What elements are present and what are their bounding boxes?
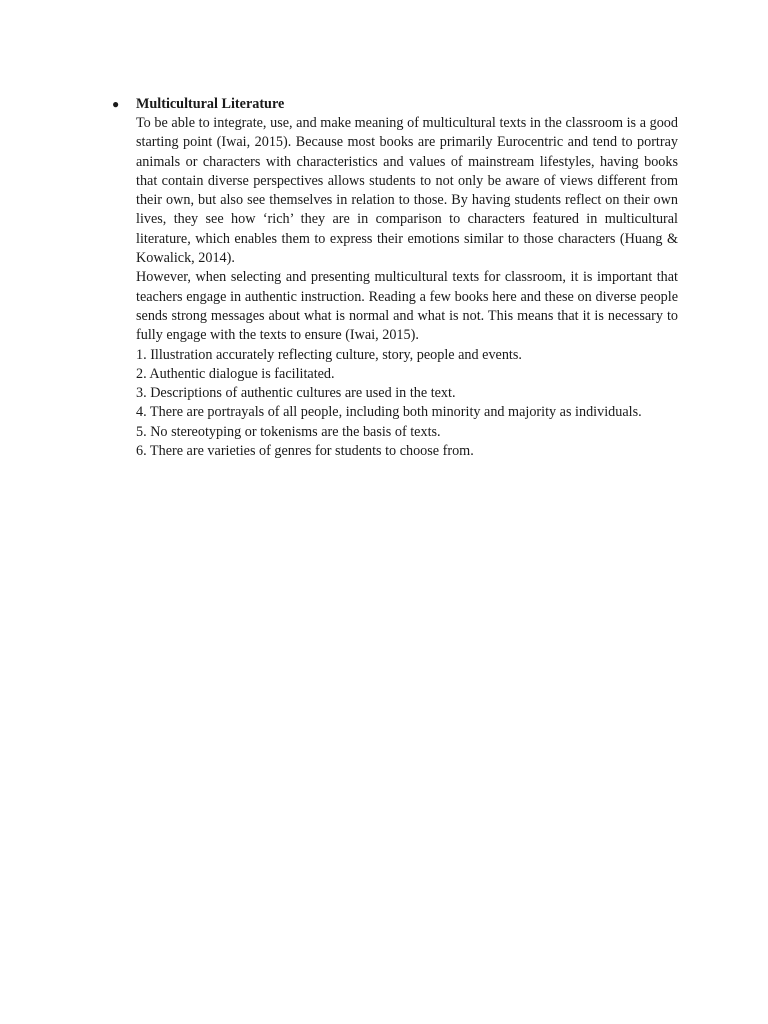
- multicultural-literature-section: [112, 94, 678, 461]
- criteria-list: [136, 346, 678, 462]
- section-body: [136, 114, 678, 461]
- paragraph-1: To be able to integrate, use, and make meaning of multicultural texts in the classroom is a good starting point (Iwai, 2015). Because most books are primarily Eurocentric and tend to portray animals or characters with characteristics and values of mainstream lifestyles, having books that contain diverse perspectives allows students to not only be aware of views different from their own, but also see themselves in relation to those. By having students reflect on their own lives, they see how ‘rich’ they are in comparison to characters featured in multicultural literature, which enables them to express their emotions similar to those characters (Huang & Kowalick, 2014).: [136, 115, 678, 267]
- list-item: 1. Illustration accurately reflecting culture, story, people and events.: [136, 346, 522, 363]
- list-item: 6. There are varieties of genres for students to choose from.: [136, 443, 474, 460]
- heading-row: [112, 94, 678, 114]
- list-item: 2. Authentic dialogue is facilitated.: [136, 365, 335, 382]
- bullet-icon: ●: [112, 97, 120, 111]
- paragraph-2: However, when selecting and presenting multicultural texts for classroom, it is important that teachers engage in authentic instruction. Reading a few books here and these on diverse people sends strong messages about what is normal and what is not. This means that it is necessary to fully engage with the texts to ensure (Iwai, 2015).: [136, 269, 678, 344]
- section-heading: Multicultural Literature: [136, 96, 285, 112]
- list-item: 4. There are portrayals of all people, including both minority and majority as individuals.: [136, 404, 642, 421]
- list-item: 5. No stereotyping or tokenisms are the basis of texts.: [136, 423, 441, 440]
- list-item: 3. Descriptions of authentic cultures are used in the text.: [136, 385, 456, 402]
